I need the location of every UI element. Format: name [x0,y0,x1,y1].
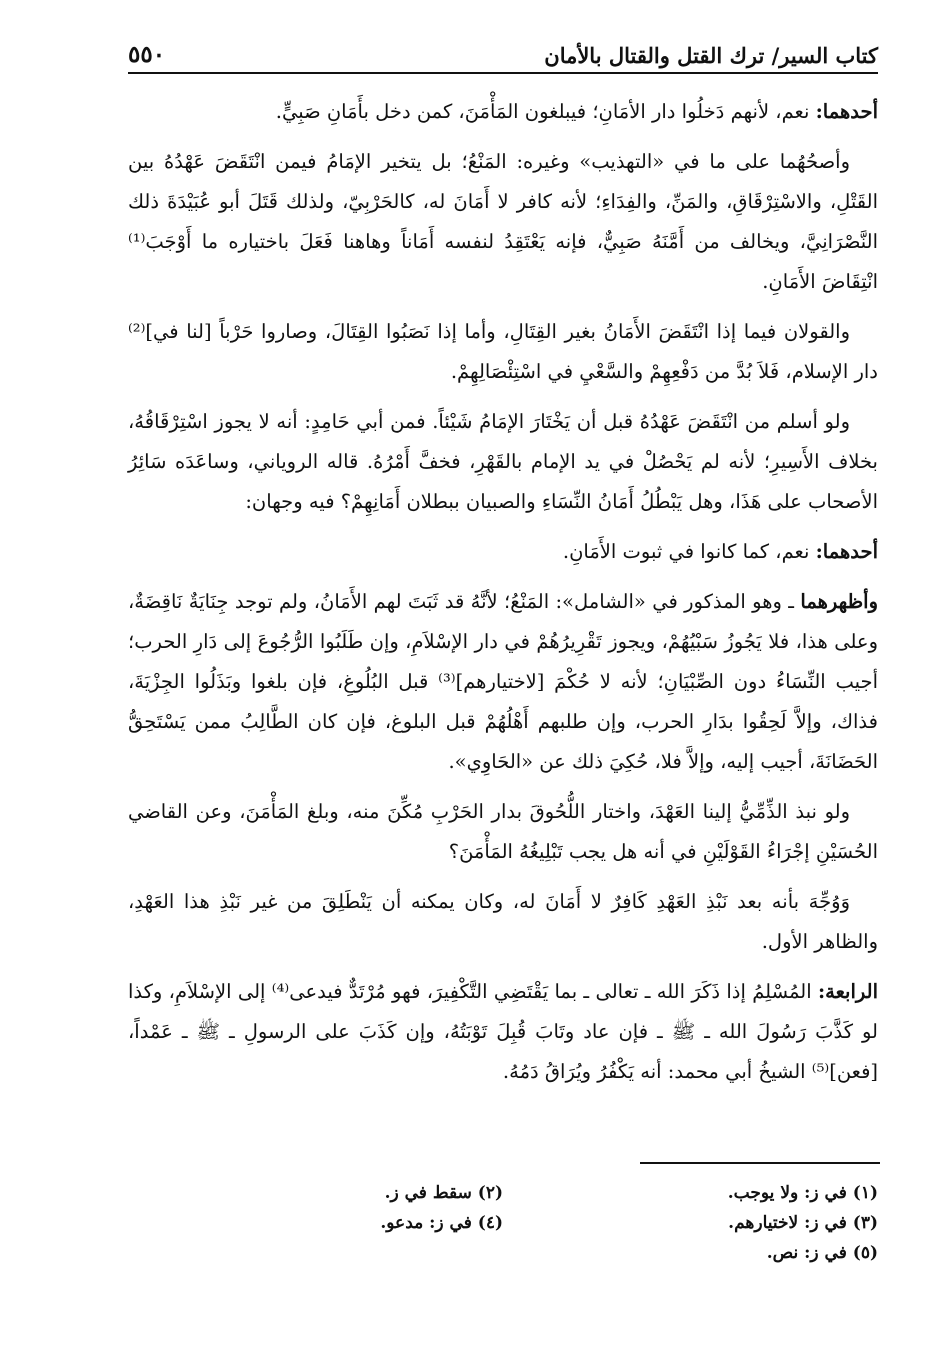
footnotes [128,1178,878,1268]
paragraph [128,582,878,782]
footnote [503,1238,878,1268]
paragraph-text: المُسْلِمُ إذا ذَكَرَ الله ـ تعالى ـ بما يَقْتَضِي التَّكْفِيرَ، فهو مُرْتَدٌّ فيدعى⁽⁴⁾ إلى الإسْلاَمِ، وكذا لو كَذَّبَ رَسُولَ الله ـ ﷺ ـ فإن عاد وتَابَ قُبِلَ تَوْبَتُهُ، وإن كَذَبَ على الرسولِ ـ ﷺ ـ عَمْداً، [فعن]⁽⁵⁾ الشيخُ أبي محمد: أنه يَكْفُرُ ويُرَاقُ دَمُهُ. [128,980,878,1083]
paragraph [128,142,878,302]
paragraph-lead: أحدهما: [815,100,878,123]
paragraph [128,882,878,962]
footnote-number: (١) [852,1183,878,1203]
paragraph-text: نعم، كما كانوا في ثبوت الأَمَانِ. [562,540,816,563]
paragraph-text: نعم، لأنهم دَخلُوا دار الأمَانِ؛ فيبلغون المَأْمَنَ، كمن دخل بأَمَانِ صَبِيٍّ. [275,100,816,123]
footnote [128,1208,503,1238]
paragraph-lead: وأظهرهما [800,590,878,613]
footnote [503,1208,878,1238]
paragraph-text: وأصحُهُما على ما في «التهذيب» وغيره: المَنْعُ؛ بل يتخير الإمَامُ فيمن انْتَقَضَ عَهْدُهُ بين القَتْلِ، والاسْتِرْقَاقِ، والمَنِّ، والفِدَاءِ؛ لأنه كافر لا أَمَانَ له، كالحَرْبِيّ، ولذلك قَتَلَ أبو عُبَيْدَةَ ذلك النَّصْرَانِيَّ، ويخالف من أَمَّنَهُ صَبِيٌّ، فإنه يَعْتَقِدُ لنفسه أَمَاناً وهاهنا فَعَلَ باختياره ما أَوْجَبَ⁽¹⁾ انْتِقَاضَ الأَمَانِ. [128,150,878,293]
paragraph-text: ولو نبذ الذِّمِّيُّ إلينا العَهْدَ، واختار اللُّحُوقَ بدار الحَرْبِ مُكِّنَ منه، وبلغ المَأْمَنَ، وعن القاضي الحُسَيْنِ إجْرَاءُ القَوْلَيْنِ في أنه هل يجب تَبْلِيغُهُ المَأْمَنَ؟ [128,800,878,863]
footnote [503,1178,878,1208]
footnote-number: (٢) [477,1183,503,1203]
footnote-text: سقط في ز. [384,1183,472,1203]
footnote-text: في ز: مدعو. [380,1213,472,1233]
footnote-row [128,1238,878,1268]
paragraph-text: ولو أسلم من انْتَقَضَ عَهْدُهُ قبل أن يَخْتَارَ الإمَامُ شَيْئاً. فمن أبي حَامِدٍ: أنه لا يجوز اسْتِرْقَاقُهُ، بخلاف الأَسِيرِ؛ لأنه لم يَحْصُلْ في يد الإمام بالقَهْرِ، فخفَّ أَمْرُهُ. قاله الروياني، وساعَدَه سَائِرُ الأصحاب على هَذَا، وهل يَبْطُلُ أَمَانُ النِّسَاءِ والصبيان ببطلان أَمَانِهِمْ؟ فيه وجهان: [128,410,878,513]
running-title: كتاب السير/ ترك القتل والقتال بالأمان [544,43,878,68]
page-number: ٥٥٠ [128,41,166,68]
footnote-text: في ز: ولا يوجب. [727,1183,847,1203]
paragraph [128,402,878,522]
footnote-number: (٥) [852,1243,878,1263]
paragraph-lead: أحدهما: [815,540,878,563]
paragraph-text: ـ وهو المذكور في «الشامل»: المَنْعُ؛ لأنَّهُ قد ثَبَتَ لهم الأَمَانُ، ولم توجد جِنَايَةٌ نَاقِضَةٌ، وعلى هذا، فلا يَجُوزُ سَبْيُهُمْ، ويجوز تَقْرِيرُهُمْ في دار الإسْلاَمِ، وإن طَلَبُوا الرُّجُوعَ إلى دَارِ الحرب؛ أجيب النِّسَاءُ دون الصِّبْيَانِ؛ لأنه لا حُكْمَ [لاختيارهم]⁽³⁾ قبل البُلُوغِ، فإن بلغوا وبَذَلُوا الجِزْيَةَ، فذاك، وإلاَّ لَحِقُوا بدَارِ الحرب، وإن طلبهم أَهْلُهُمْ قبل البلوغ، فإن كان الطَّالِبُ ممن يَسْتَحِقُّ الحَضَانَةَ، أجيب إليه، وإلاَّ فلا، حُكِيَ ذلك عن «الحَاوِي». [128,590,878,773]
footnote-text: في ز: لاختيارهم. [728,1213,847,1233]
footnote-row [128,1208,878,1238]
paragraph [128,312,878,392]
footnote-text: في ز: نص. [766,1243,847,1263]
footnote-number: (٤) [477,1213,503,1233]
footnote-row [128,1178,878,1208]
paragraph [128,92,878,132]
paragraph-lead: الرابعة: [817,980,879,1003]
footnote-number: (٣) [852,1213,878,1233]
paragraph-text: وَوُجِّهَ بأنه بعد نَبْذِ العَهْدِ كَافِرٌ لا أَمَانَ له، وكان يمكنه أن يَنْطَلِقَ من غير نَبْذِ هذا العَهْدِ، والظاهر الأول. [128,890,878,953]
footnote-separator [640,1162,880,1164]
footnote [128,1178,503,1208]
page-header [128,30,878,74]
paragraph-text: والقولان فيما إذا انْتَقَضَ الأَمَانُ بغير القِتَالِ، وأما إذا نَصَبُوا القِتَالَ، وصاروا حَرْباً [لنا في]⁽²⁾ دار الإسلام، فَلاَ بُدَّ من دَفْعِهِمْ والسَّعْيِ في اسْتِئْصَالِهِمْ. [128,320,878,383]
paragraph [128,532,878,572]
paragraph [128,972,878,1092]
page-body [128,92,878,1102]
paragraph [128,792,878,872]
